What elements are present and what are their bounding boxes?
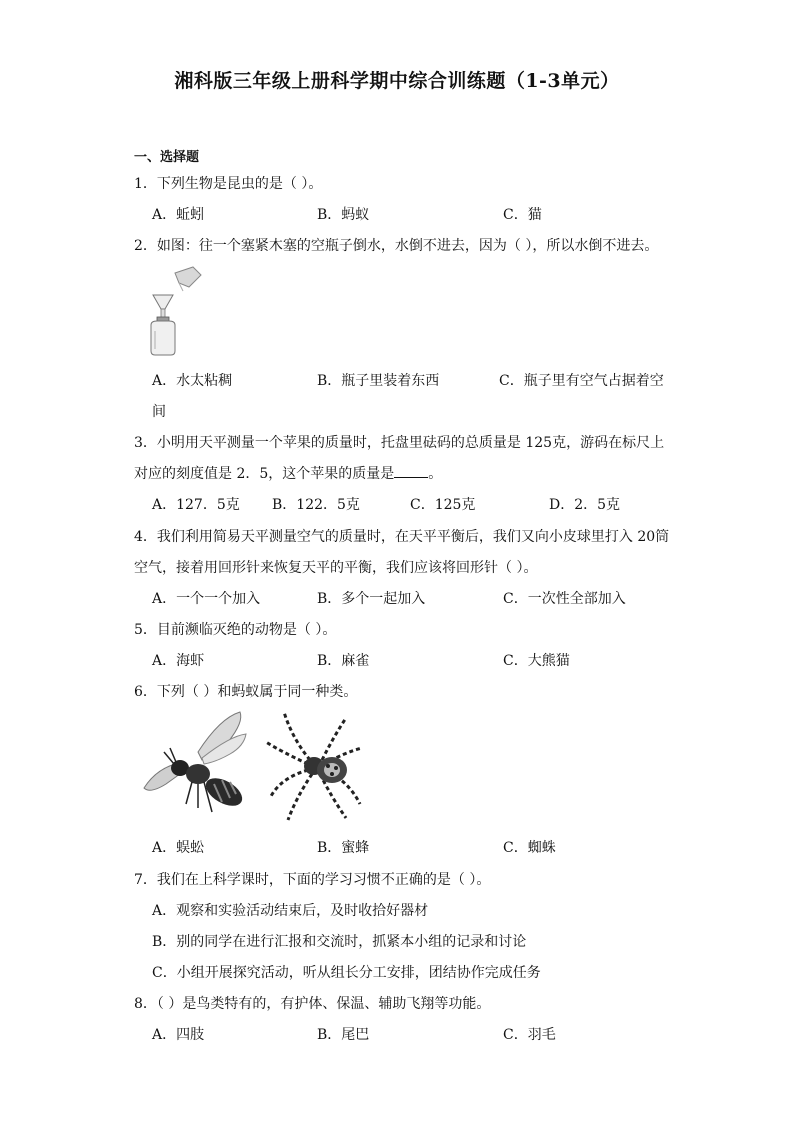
question-5-option-b[interactable]: B．麻雀 xyxy=(317,653,370,669)
question-7-option-c[interactable]: C．小组开展探究活动，听从组长分工安排，团结协作完成任务 xyxy=(152,965,541,981)
question-3-stem-line1: 3．小明用天平测量一个苹果的质量时，托盘里砝码的总质量是 125克，游码在标尺上 xyxy=(134,435,665,451)
question-1-stem: 1．下列生物是昆虫的是（ ）。 xyxy=(134,176,323,192)
question-6-option-a[interactable]: A．蜈蚣 xyxy=(152,840,205,856)
question-2-option-a[interactable]: A．水太粘稠 xyxy=(152,373,233,389)
question-5-stem: 5．目前濒临灭绝的动物是（ ）。 xyxy=(134,622,337,638)
question-3-option-d[interactable]: D．2．5克 xyxy=(549,497,621,513)
question-7-option-b[interactable]: B．别的同学在进行汇报和交流时，抓紧本小组的记录和讨论 xyxy=(152,934,527,950)
question-8-stem: 8．（ ）是鸟类特有的，有护体、保温、辅助飞翔等功能。 xyxy=(134,996,491,1012)
question-3-stem-line2 xyxy=(134,463,442,483)
question-3-stem-text: 对应的刻度值是 2．5，这个苹果的质量是 xyxy=(134,466,395,482)
question-7-stem: 7．我们在上科学课时，下面的学习习惯不正确的是（ ）。 xyxy=(134,872,491,888)
question-4-option-a[interactable]: A．一个一个加入 xyxy=(152,591,261,607)
spider-illustration xyxy=(262,708,366,822)
question-1-option-a[interactable]: A．蚯蚓 xyxy=(152,207,205,223)
bee-illustration xyxy=(140,708,250,820)
question-6-option-c[interactable]: C．蜘蛛 xyxy=(503,840,556,856)
question-3-option-a[interactable]: A．127．5克 xyxy=(152,497,240,513)
section-heading: 一、选择题 xyxy=(134,150,200,165)
question-3-option-c[interactable]: C．125克 xyxy=(410,497,476,513)
question-4-stem-line1: 4．我们利用简易天平测量空气的质量时，在天平平衡后，我们又向小皮球里打入 20筒 xyxy=(134,529,670,545)
question-3-option-b[interactable]: B．122．5克 xyxy=(272,497,360,513)
question-8-option-a[interactable]: A．四肢 xyxy=(152,1027,205,1043)
question-4-option-b[interactable]: B．多个一起加入 xyxy=(317,591,426,607)
question-2-stem: 2．如图：往一个塞紧木塞的空瓶子倒水，水倒不进去，因为（ ），所以水倒不进去。 xyxy=(134,238,659,254)
question-5-option-a[interactable]: A．海虾 xyxy=(152,653,205,669)
question-2-option-c-continued: 间 xyxy=(152,404,166,420)
question-8-option-c[interactable]: C．羽毛 xyxy=(503,1027,556,1043)
question-5-option-c[interactable]: C．大熊猫 xyxy=(503,653,570,669)
question-2-option-b[interactable]: B．瓶子里装着东西 xyxy=(317,373,440,389)
page-title: 湘科版三年级上册科学期中综合训练题（1-3单元） xyxy=(174,70,620,92)
question-4-option-c[interactable]: C．一次性全部加入 xyxy=(503,591,626,607)
question-1-option-c[interactable]: C．猫 xyxy=(503,207,542,223)
question-8-option-b[interactable]: B．尾巴 xyxy=(317,1027,370,1043)
bottle-funnel-illustration xyxy=(145,265,205,357)
question-3-stem-end: 。 xyxy=(428,466,443,482)
question-7-option-a[interactable]: A．观察和实验活动结束后，及时收拾好器材 xyxy=(152,903,429,919)
question-2-option-c[interactable]: C．瓶子里有空气占据着空 xyxy=(499,373,664,389)
question-4-stem-line2: 空气，接着用回形针来恢复天平的平衡，我们应该将回形针（ ）。 xyxy=(134,560,538,576)
question-6-stem: 6．下列（ ）和蚂蚁属于同一种类。 xyxy=(134,684,358,700)
question-1-option-b[interactable]: B．蚂蚁 xyxy=(317,207,370,223)
answer-blank[interactable] xyxy=(394,465,428,478)
question-6-option-b[interactable]: B．蜜蜂 xyxy=(317,840,370,856)
